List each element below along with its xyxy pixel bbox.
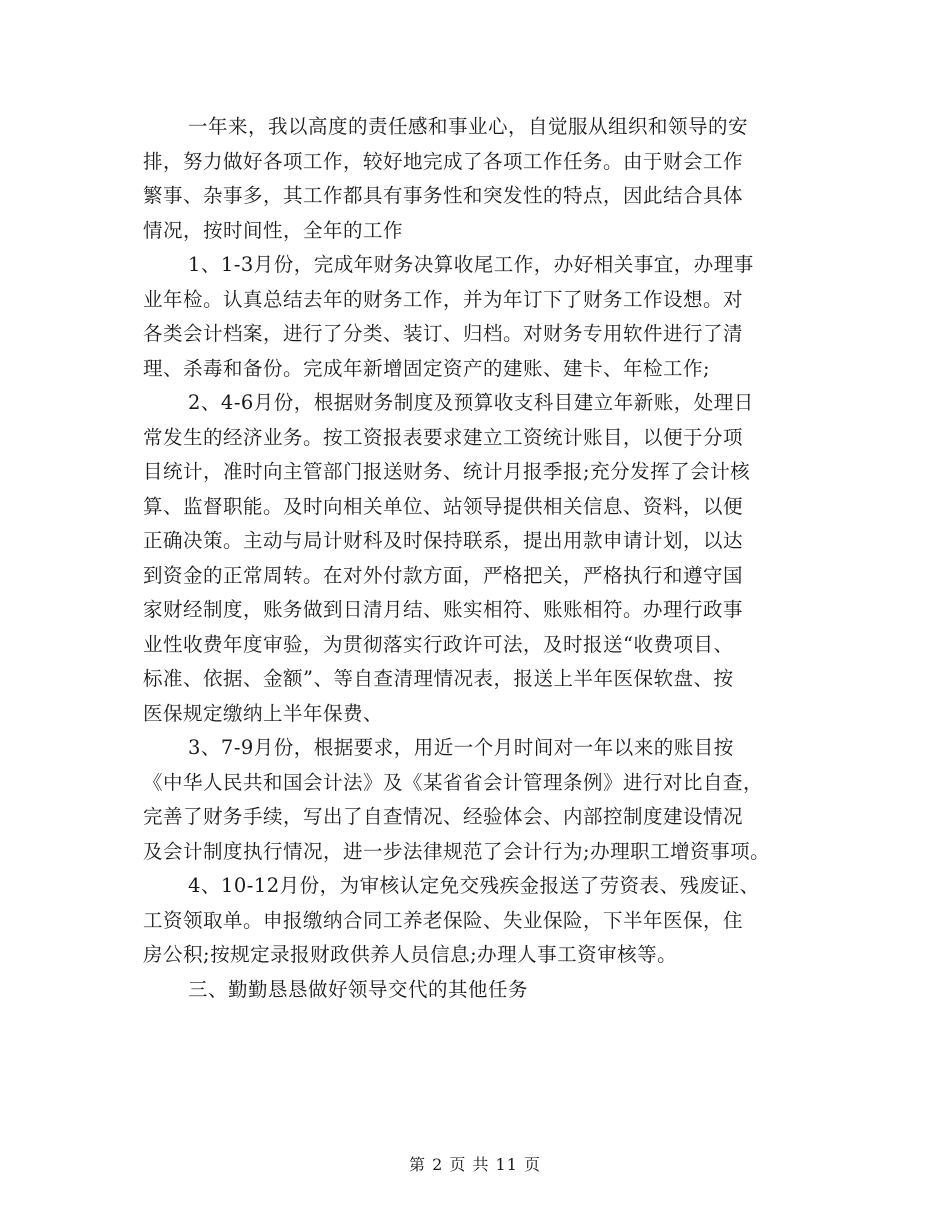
paragraph-line: 理、杀毒和备份。完成年新增固定资产的建账、建卡、年检工作;	[143, 356, 711, 380]
page-number-footer: 第 2 页 共 11 页	[409, 1155, 541, 1174]
paragraph-line: 3、7-9月份，根据要求，用近一个月时间对一年以来的账目按	[188, 736, 734, 759]
paragraph-line: 1、1-3月份，完成年财务决算收尾工作，办好相关事宜，办理事	[188, 253, 754, 276]
paragraph-line: 工资领取单。申报缴纳合同工养老保险、失业保险，下半年医保，住	[143, 908, 744, 932]
paragraph-line: 标准、依据、金额”、等自查清理情况表，报送上半年医保软盘、按	[143, 667, 734, 690]
paragraph-line: 及会计制度执行情况，进一步法律规范了会计行为;办理职工增资事项。	[143, 839, 771, 863]
paragraph-line: 《中华人民共和国会计法》及《某省省会计管理条例》进行对比自查，	[143, 770, 764, 794]
paragraph-line: 房公积;按规定录报财政供养人员信息;办理人事工资审核等。	[143, 943, 678, 966]
paragraph-line: 正确决策。主动与局计财科及时保持联系，提出用款申请计划，以达	[143, 529, 744, 552]
paragraph-line: 完善了财务手续，写出了自查情况、经验体会、内部控制度建设情况	[143, 805, 744, 828]
paragraph-line: 家财经制度，账务做到日清月结、账实相符、账账相符。办理行政事	[143, 598, 744, 621]
paragraph-line: 业性收费年度审验，为贯彻落实行政许可法，及时报送“收费项目、	[143, 632, 734, 656]
paragraph-line: 排，努力做好各项工作，较好地完成了各项工作任务。由于财会工作	[143, 149, 744, 173]
paragraph-line: 医保规定缴纳上半年保费、	[143, 701, 384, 725]
paragraph-line: 各类会计档案，进行了分类、装订、归档。对财务专用软件进行了清	[143, 322, 744, 345]
paragraph-line: 常发生的经济业务。按工资报表要求建立工资统计账目，以便于分项	[143, 425, 744, 449]
paragraph-line: 业年检。认真总结去年的财务工作，并为年订下了财务工作设想。对	[143, 287, 744, 311]
paragraph-line: 目统计，准时向主管部门报送财务、统计月报季报;充分发挥了会计核	[143, 460, 751, 483]
paragraph-line: 情况，按时间性，全年的工作	[143, 218, 404, 242]
paragraph-line: 2、4-6月份，根据财务制度及预算收支科目建立年新账，处理日	[188, 391, 754, 414]
paragraph-line: 繁事、杂事多，其工作都具有事务性和突发性的特点，因此结合具体	[143, 184, 744, 207]
paragraph-line: 到资金的正常周转。在对外付款方面，严格把关，严格执行和遵守国	[143, 563, 744, 587]
paragraph-line: 一年来，我以高度的责任感和事业心，自觉服从组织和领导的安	[188, 115, 749, 138]
paragraph-line: 4、10-12月份，为审核认定免交残疾金报送了劳资表、残废证、	[188, 874, 760, 897]
document-body	[143, 110, 813, 1007]
section-heading: 三、勤勤恳恳做好领导交代的其他任务	[188, 977, 529, 1001]
paragraph-line: 算、监督职能。及时向相关单位、站领导提供相关信息、资料，以便	[143, 494, 744, 518]
